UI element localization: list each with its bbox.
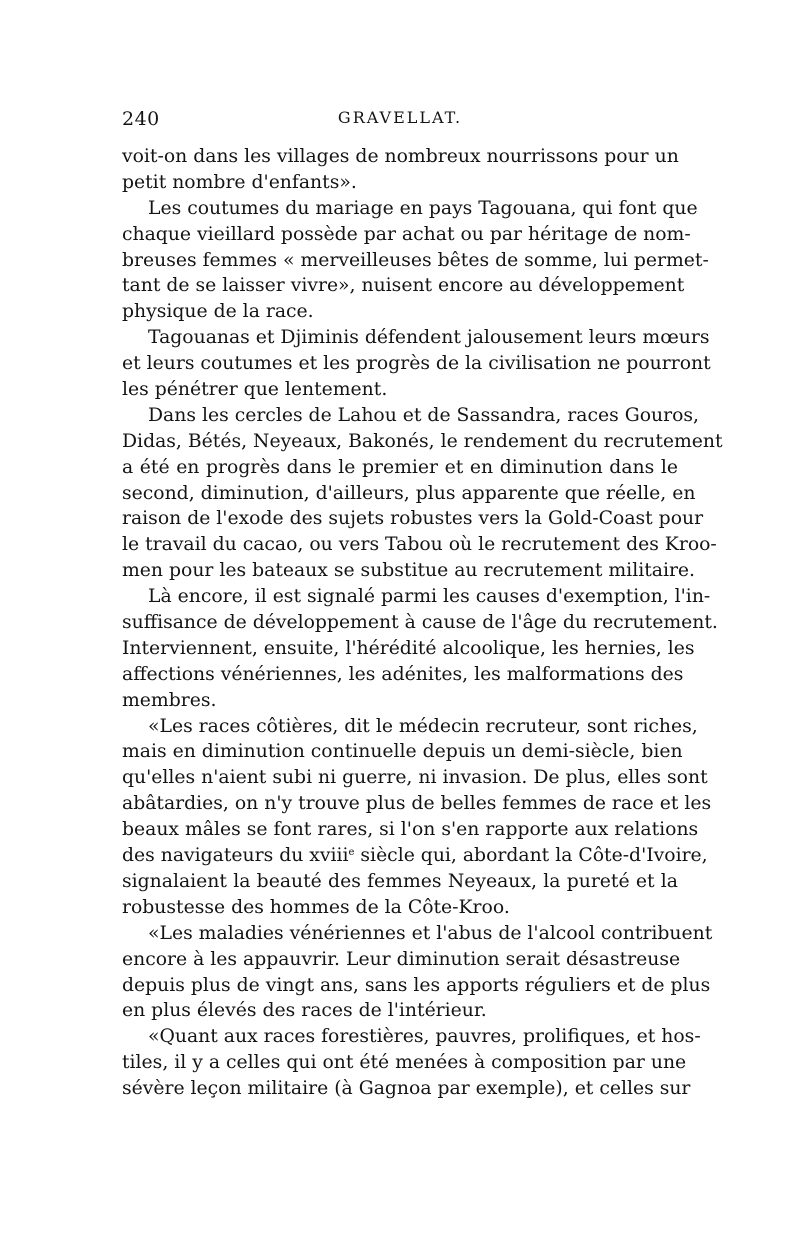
text-line: suffisance de développement à cause de l'âge du recrutement. [122,612,718,634]
book-page [122,108,723,1102]
text-line: Interviennent, ensuite, l'hérédité alcoolique, les hernies, les [122,637,695,659]
text-line: le travail du cacao, ou vers Tabou où le recrutement des Kroo- [122,534,717,556]
text-line: encore à les appauvrir. Leur diminution serait désastreuse [122,948,681,970]
text-line: second, diminution, d'ailleurs, plus apparente que réelle, en [122,482,696,504]
text-line [122,843,708,869]
text-line: «Les races côtières, dit le médecin recruteur, sont riches, [148,715,698,737]
text-line: depuis plus de vingt ans, sans les apports réguliers et de plus [122,974,711,996]
text-line: mais en diminution continuelle depuis un demi-siècle, bien [122,741,683,763]
text-line: physique de la race. [122,301,314,323]
text-line: en plus élevés des races de l'intérieur. [122,1000,487,1022]
body-text [122,144,723,1102]
text-line: Dans les cercles de Lahou et de Sassandra, races Gouros, [148,404,700,426]
page-header [122,108,678,136]
text-line: Là encore, il est signalé parmi les causes d'exemption, l'in- [148,586,711,608]
text-line: abâtardies, on n'y trouve plus de belles femmes de race et les [122,793,712,815]
text-line: Didas, Bétés, Neyeaux, Bakonés, le rendement du recrutement [122,430,723,452]
text-line: «Quant aux races forestières, pauvres, prolifiques, et hos- [148,1026,701,1048]
text-line: tant de se laisser vivre», nuisent encore au développement [122,275,685,297]
text-segment: siècle qui, abordant la Côte-d'Ivoire, [354,845,708,867]
running-title: GRAVELLAT. [337,108,463,127]
text-line: Les coutumes du mariage en pays Tagouana, qui font que [148,197,698,219]
superscript: e [348,847,355,859]
text-line: breuses femmes « merveilleuses bêtes de somme, lui permet- [122,249,709,271]
text-line: «Les maladies vénériennes et l'abus de l'alcool contribuent [148,922,713,944]
text-line: affections vénériennes, les adénites, les malformations des [122,663,684,685]
text-line: sévère leçon militaire (à Gagnoa par exemple), et celles sur [122,1078,691,1100]
text-line: membres. [122,689,217,711]
text-segment: des navigateurs du xviii [122,845,349,867]
text-line: voit-on dans les villages de nombreux nourrissons pour un [122,146,679,167]
text-line: Tagouanas et Djiminis défendent jalousement leurs mœurs [148,327,710,349]
text-line: et leurs coutumes et les progrès de la civilisation ne pourront [122,353,711,375]
text-line: petit nombre d'enfants». [122,171,357,193]
text-line: robustesse des hommes de la Côte-Kroo. [122,896,510,918]
text-line: chaque vieillard possède par achat ou par héritage de nom- [122,223,691,245]
text-line: raison de l'exode des sujets robustes vers la Gold-Coast pour [122,508,704,530]
text-line: a été en progrès dans le premier et en diminution dans le [122,456,678,478]
text-line: tiles, il y a celles qui ont été menées à composition par une [122,1052,687,1074]
text-line: qu'elles n'aient subi ni guerre, ni invasion. De plus, elles sont [122,767,708,789]
text-line: les pénétrer que lentement. [122,379,388,401]
text-line: men pour les bateaux se substitue au recrutement militaire. [122,560,696,582]
text-line: signalaient la beauté des femmes Neyeaux, la pureté et la [122,870,678,892]
page-number: 240 [122,108,160,130]
text-line: beaux mâles se font rares, si l'on s'en rapporte aux relations [122,819,699,841]
